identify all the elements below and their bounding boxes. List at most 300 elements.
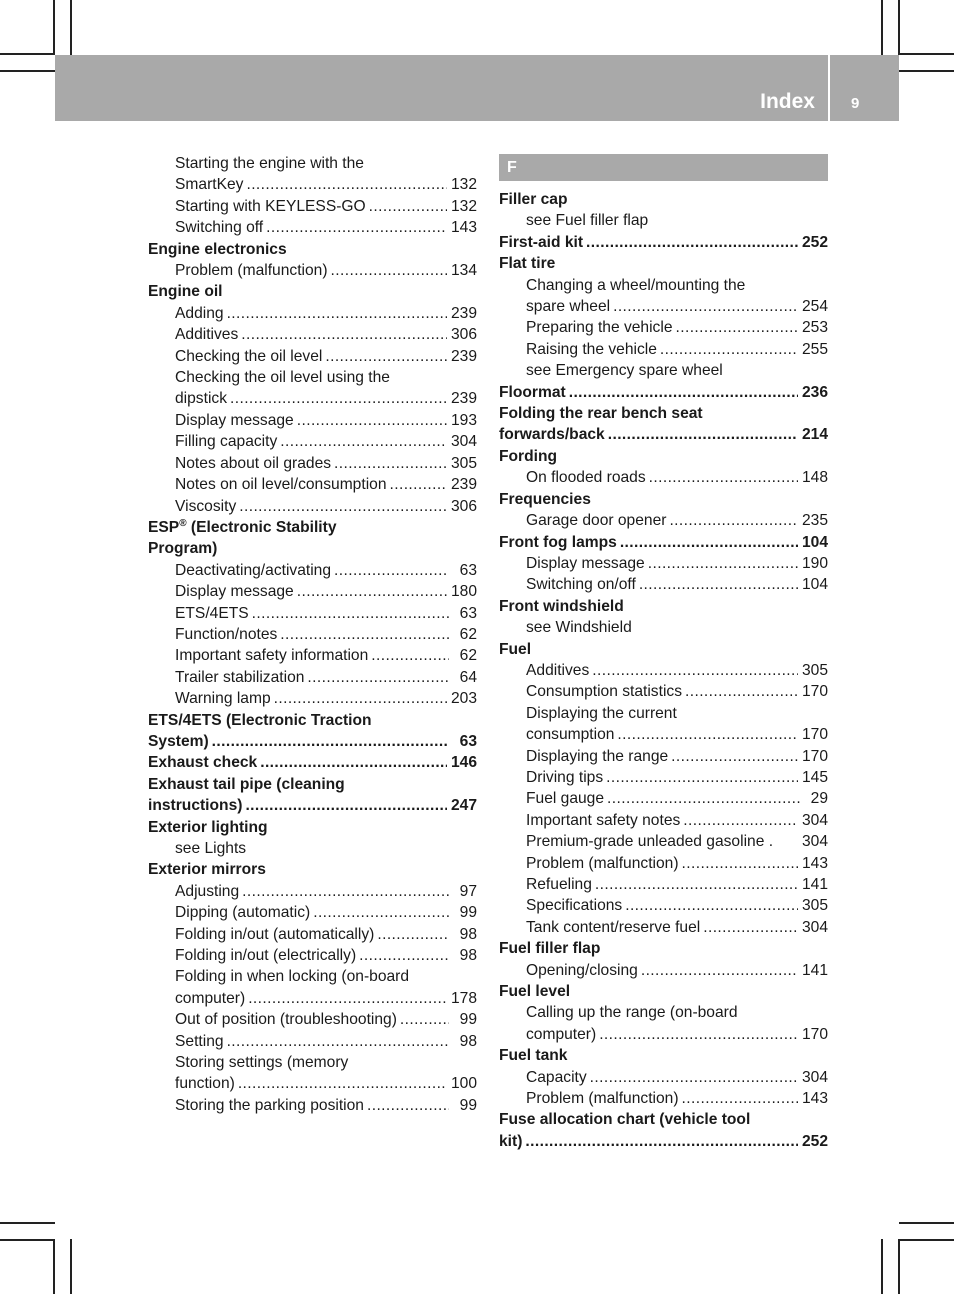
entry-label: Front windshield <box>499 597 624 615</box>
entry-text <box>499 532 617 553</box>
page-ref: 29 <box>810 790 828 808</box>
entry-label: Switching off <box>175 219 264 237</box>
entry-text <box>175 1073 235 1094</box>
entry-label: Tank content/reserve fuel <box>526 918 701 936</box>
page-ref: 98 <box>459 1032 477 1050</box>
index-entry-heading <box>148 517 477 538</box>
page-ref: 254 <box>801 298 828 316</box>
entry-label: see Emergency spare wheel <box>526 362 723 380</box>
page-ref: 305 <box>801 661 828 679</box>
crop-mark <box>899 1239 954 1241</box>
entry-text <box>499 940 600 957</box>
index-subentry <box>148 260 477 281</box>
entry-label: Fuel <box>499 640 532 658</box>
crop-mark <box>0 1239 55 1241</box>
page-ref: 193 <box>450 411 477 429</box>
entry-text <box>499 232 583 253</box>
entry-label: computer) <box>175 989 246 1007</box>
entry-text <box>175 667 304 688</box>
entry-text <box>148 752 257 773</box>
entry-text <box>175 624 277 645</box>
entry-label: Exhaust check <box>148 754 258 772</box>
entry-text <box>175 1054 348 1071</box>
entry-label: Additives <box>175 326 239 344</box>
page-number: 9 <box>851 95 860 112</box>
crop-mark <box>0 53 55 55</box>
page-ref: 203 <box>450 690 477 708</box>
entry-label: Starting with KEYLESS-GO <box>175 197 366 215</box>
page-ref: 239 <box>450 476 477 494</box>
entry-text <box>499 448 557 465</box>
page-ref: 170 <box>801 1025 828 1043</box>
entry-label: Calling up the range (on-board <box>526 1004 738 1022</box>
entry-label: Adjusting <box>175 882 240 900</box>
index-subentry <box>148 688 477 709</box>
index-subentry <box>148 667 477 688</box>
page-ref: 253 <box>801 319 828 337</box>
page-ref: 304 <box>801 811 828 829</box>
entry-label: Folding in when locking (on-board <box>175 968 410 986</box>
crop-mark <box>70 0 72 55</box>
entry-label: consumption <box>526 726 615 744</box>
index-column-left <box>148 153 477 1116</box>
dot-leader <box>390 474 447 495</box>
index-subentry <box>499 788 828 809</box>
entry-label: ESP <box>148 518 180 536</box>
dot-leader <box>371 645 449 666</box>
entry-label: Deactivating/activating <box>175 561 332 579</box>
entry-label: SmartKey <box>175 176 244 194</box>
entry-text <box>526 467 646 488</box>
index-entry-heading <box>499 596 828 617</box>
crop-mark <box>898 0 900 55</box>
index-entry-heading <box>499 253 828 274</box>
entry-text <box>499 641 531 658</box>
page-ref: 304 <box>801 918 828 936</box>
page-ref: 143 <box>450 219 477 237</box>
entry-label: Premium-grade unleaded gasoline . <box>526 833 774 851</box>
entry-label: Display message <box>175 411 294 429</box>
entry-text <box>175 303 224 324</box>
entry-label: Exterior mirrors <box>148 861 266 879</box>
entry-text <box>175 645 368 666</box>
index-subentry <box>499 853 828 874</box>
index-subentry <box>148 153 477 174</box>
entry-label: Raising the vehicle <box>526 340 657 358</box>
entry-label: Checking the oil level <box>175 347 323 365</box>
entry-label: First-aid kit <box>499 233 584 251</box>
dot-leader <box>245 795 447 816</box>
index-subentry <box>499 831 828 852</box>
entry-text <box>148 819 268 836</box>
entry-text <box>499 983 570 1000</box>
page-ref: 178 <box>450 989 477 1007</box>
entry-label: Folding in/out (automatically) <box>175 925 375 943</box>
entry-label: Dipping (automatic) <box>175 904 311 922</box>
page-ref: 252 <box>801 1132 828 1150</box>
index-subentry <box>499 275 828 296</box>
entry-text <box>175 840 246 857</box>
entry-text <box>526 553 645 574</box>
dot-leader <box>620 532 798 553</box>
entry-label: Displaying the current <box>526 704 677 722</box>
entry-text <box>175 1009 397 1030</box>
dot-leader <box>606 767 798 788</box>
entry-text <box>499 382 566 403</box>
entry-text <box>175 155 364 172</box>
page-ref: 143 <box>801 854 828 872</box>
index-subentry <box>148 881 477 902</box>
dot-leader <box>676 317 798 338</box>
dot-leader <box>239 496 447 517</box>
entry-label: Preparing the vehicle <box>526 319 673 337</box>
dot-leader <box>685 681 798 702</box>
index-entry-heading <box>499 446 828 467</box>
entry-text <box>175 688 271 709</box>
page-ref: 239 <box>450 390 477 408</box>
dot-leader <box>590 1067 798 1088</box>
dot-leader <box>313 902 449 923</box>
index-subentry <box>499 1002 828 1023</box>
entry-label: Additives <box>526 661 590 679</box>
index-subentry <box>148 196 477 217</box>
entry-label: Floormat <box>499 383 566 401</box>
crop-mark <box>899 1222 954 1224</box>
entry-label: Fuel gauge <box>526 790 605 808</box>
entry-label: function) <box>175 1075 235 1093</box>
entry-text <box>175 902 310 923</box>
entry-label: ETS/4ETS <box>175 604 249 622</box>
entry-label: Exhaust tail pipe (cleaning <box>148 775 345 793</box>
entry-label: Refueling <box>526 876 592 893</box>
entry-label: Fording <box>499 447 558 465</box>
index-entry-heading <box>148 752 477 773</box>
page-ref: 304 <box>801 833 828 851</box>
page-ref: 143 <box>801 1090 828 1108</box>
index-subentry <box>499 617 828 638</box>
index-subentry <box>148 453 477 474</box>
page-ref: 134 <box>450 262 477 280</box>
entry-text <box>499 491 591 508</box>
entry-text <box>526 853 679 874</box>
index-subentry <box>499 724 828 745</box>
dot-leader <box>641 960 798 981</box>
entry-text <box>526 831 773 852</box>
index-subentry <box>148 645 477 666</box>
dot-leader <box>639 574 798 595</box>
page-ref: 190 <box>801 554 828 572</box>
entry-label: On flooded roads <box>526 469 646 487</box>
index-entry-heading <box>148 239 477 260</box>
entry-label: see Windshield <box>526 619 632 637</box>
entry-label: see Fuel filler flap <box>526 212 649 230</box>
dot-leader <box>625 895 798 916</box>
dot-leader <box>252 603 449 624</box>
dot-leader <box>212 731 449 752</box>
entry-text <box>499 191 567 208</box>
entry-text <box>499 424 605 445</box>
index-subentry <box>148 474 477 495</box>
index-subentry <box>148 1031 477 1052</box>
index-subentry <box>148 945 477 966</box>
entry-text <box>526 317 673 338</box>
entry-label: Folding the rear bench seat <box>499 405 703 423</box>
index-subentry <box>499 339 828 360</box>
page-ref: 141 <box>801 876 828 893</box>
entry-text <box>148 283 223 300</box>
entry-label: Front fog lamps <box>499 533 617 551</box>
entry-label: Out of position (troubleshooting) <box>175 1011 397 1029</box>
index-entry-heading <box>148 281 477 302</box>
index-entry-heading <box>499 232 828 253</box>
page-ref: 306 <box>450 326 477 344</box>
page-ref: 235 <box>801 512 828 530</box>
entry-text <box>499 405 703 422</box>
page-ref: 99 <box>459 1011 477 1029</box>
dot-leader <box>241 324 447 345</box>
page-ref: 239 <box>450 347 477 365</box>
entry-label: Program) <box>148 540 218 558</box>
entry-text <box>526 917 700 938</box>
index-entry-heading <box>148 731 477 752</box>
page-ref: 63 <box>459 604 477 622</box>
dot-leader <box>331 260 447 281</box>
dot-leader <box>586 232 798 253</box>
index-subentry <box>499 553 828 574</box>
page-ref: 63 <box>459 732 477 750</box>
entry-text <box>526 1004 738 1021</box>
entry-text <box>175 945 356 966</box>
entry-text <box>175 988 245 1009</box>
entry-text <box>526 895 622 916</box>
entry-label: dipstick <box>175 390 227 408</box>
index-entry-heading <box>499 639 828 660</box>
index-subentry <box>499 1067 828 1088</box>
dot-leader <box>377 924 449 945</box>
page-ref: 98 <box>459 947 477 965</box>
dot-leader <box>682 1088 798 1109</box>
index-subentry <box>148 303 477 324</box>
entry-label: Engine oil <box>148 283 223 301</box>
entry-text <box>175 324 238 345</box>
index-subentry <box>148 902 477 923</box>
page-ref: 305 <box>801 897 828 915</box>
entry-label: Exterior lighting <box>148 818 268 836</box>
index-subentry <box>148 1073 477 1094</box>
dot-leader <box>683 810 798 831</box>
entry-label: see Lights <box>175 840 247 857</box>
crop-mark <box>899 53 954 55</box>
entry-text <box>526 788 604 809</box>
entry-text <box>148 540 217 557</box>
dot-leader <box>669 510 798 531</box>
dot-leader <box>648 553 798 574</box>
index-entry-heading <box>148 817 477 838</box>
header-divider <box>828 55 830 121</box>
entry-label: Warning lamp <box>175 690 271 708</box>
entry-label: ETS/4ETS (Electronic Traction <box>148 711 372 729</box>
index-subentry <box>148 560 477 581</box>
entry-text <box>526 296 610 317</box>
dot-leader <box>607 788 800 809</box>
index-subentry <box>499 895 828 916</box>
entry-label: Displaying the range <box>526 747 669 765</box>
crop-mark <box>898 1239 900 1294</box>
entry-text <box>175 496 236 517</box>
index-subentry <box>148 410 477 431</box>
dot-leader <box>400 1009 449 1030</box>
dot-leader <box>227 1031 449 1052</box>
entry-text <box>148 241 287 258</box>
entry-label: Fuel filler flap <box>499 940 601 958</box>
dot-leader <box>248 988 447 1009</box>
page-ref: 104 <box>801 576 828 594</box>
index-subentry <box>499 1024 828 1045</box>
index-subentry <box>148 624 477 645</box>
dot-leader <box>525 1131 798 1152</box>
entry-label: Problem (malfunction) <box>175 262 328 280</box>
entry-text <box>526 1024 596 1045</box>
entry-text <box>175 174 243 195</box>
dot-leader <box>280 624 449 645</box>
page-ref: 170 <box>801 683 828 701</box>
dot-leader <box>367 1095 449 1116</box>
entry-text <box>175 474 387 495</box>
page-ref: 252 <box>801 233 828 251</box>
dot-leader <box>617 724 798 745</box>
entry-label: Viscosity <box>175 497 237 515</box>
index-subentry <box>148 924 477 945</box>
dot-leader <box>297 410 447 431</box>
entry-label: Storing the parking position <box>175 1096 364 1114</box>
page-ref: 305 <box>450 454 477 472</box>
entry-label: Frequencies <box>499 490 591 508</box>
entry-text <box>148 795 242 816</box>
entry-text <box>175 881 239 902</box>
crop-mark <box>53 0 55 55</box>
entry-text <box>148 519 337 536</box>
page-ref: 239 <box>450 304 477 322</box>
entry-text <box>526 705 677 722</box>
dot-leader <box>334 453 447 474</box>
entry-text <box>499 1111 750 1128</box>
entry-text <box>175 217 263 238</box>
index-entry-heading <box>148 859 477 880</box>
entry-label: Opening/closing <box>526 961 638 979</box>
entry-label: Notes about oil grades <box>175 454 332 472</box>
index-subentry <box>148 581 477 602</box>
entry-label: Engine electronics <box>148 240 287 258</box>
entry-label: Fuel tank <box>499 1047 568 1065</box>
index-entry-heading <box>148 538 477 559</box>
entry-label: Fuse allocation chart (vehicle tool <box>499 1111 751 1129</box>
dot-leader <box>274 688 447 709</box>
dot-leader <box>230 388 447 409</box>
dot-leader <box>297 581 447 602</box>
index-subentry <box>499 360 828 381</box>
entry-text <box>175 346 322 367</box>
entry-label: Problem (malfunction) <box>526 1090 679 1108</box>
crop-mark <box>899 70 954 72</box>
entry-label: Setting <box>175 1032 224 1050</box>
entry-label: Display message <box>526 554 645 572</box>
dot-leader <box>325 346 447 367</box>
index-entry-heading <box>499 1109 828 1130</box>
page-ref: 97 <box>459 882 477 900</box>
index-entry-heading <box>499 489 828 510</box>
entry-text <box>526 212 648 229</box>
entry-label: Checking the oil level using the <box>175 369 390 387</box>
entry-text <box>526 724 614 745</box>
page-ref: 170 <box>801 726 828 744</box>
entry-text <box>175 603 249 624</box>
index-subentry <box>499 767 828 788</box>
page-ref: 214 <box>801 426 828 444</box>
dot-leader <box>569 382 798 403</box>
page-ref: 104 <box>801 533 828 551</box>
entry-text <box>175 581 294 602</box>
entry-text <box>526 746 668 767</box>
entry-text <box>526 1067 587 1088</box>
index-subentry <box>499 467 828 488</box>
index-entry-heading <box>499 382 828 403</box>
dot-leader <box>649 467 798 488</box>
entry-text <box>175 1095 364 1116</box>
entry-text <box>175 260 328 281</box>
entry-label: computer) <box>526 1025 597 1043</box>
entry-label: Problem (malfunction) <box>526 854 679 872</box>
index-entry-heading <box>148 710 477 731</box>
entry-text <box>526 1088 679 1109</box>
page-ref: 306 <box>450 497 477 515</box>
index-subentry <box>499 810 828 831</box>
entry-label: spare wheel <box>526 298 611 316</box>
page-header <box>55 55 899 121</box>
entry-text <box>175 196 366 217</box>
dot-leader <box>671 746 798 767</box>
crop-mark <box>0 1222 55 1224</box>
section-letter: F <box>499 154 828 181</box>
index-entry-heading <box>499 1045 828 1066</box>
index-subentry <box>499 660 828 681</box>
index-subentry <box>499 1088 828 1109</box>
index-subentry <box>148 838 477 859</box>
entry-label: forwards/back <box>499 426 605 444</box>
index-subentry <box>148 496 477 517</box>
dot-leader <box>359 945 449 966</box>
crop-mark <box>53 1239 55 1294</box>
page-ref: 304 <box>450 433 477 451</box>
entry-label: Starting the engine with the <box>175 155 364 172</box>
entry-label: Display message <box>175 583 294 601</box>
page-ref: 100 <box>450 1075 477 1093</box>
entry-text <box>499 255 555 272</box>
dot-leader <box>703 917 798 938</box>
page-ref: 146 <box>450 754 477 772</box>
dot-leader <box>660 339 798 360</box>
index-entry-heading <box>499 532 828 553</box>
index-entry-heading <box>499 1131 828 1152</box>
page-ref: 98 <box>459 925 477 943</box>
index-subentry <box>148 1052 477 1073</box>
entry-text <box>148 861 266 878</box>
dot-leader <box>682 853 798 874</box>
page-ref: 99 <box>459 904 477 922</box>
index-entry-heading <box>148 795 477 816</box>
page-ref: 255 <box>801 340 828 358</box>
entry-text <box>526 681 682 702</box>
registered-mark: ® <box>179 517 187 529</box>
